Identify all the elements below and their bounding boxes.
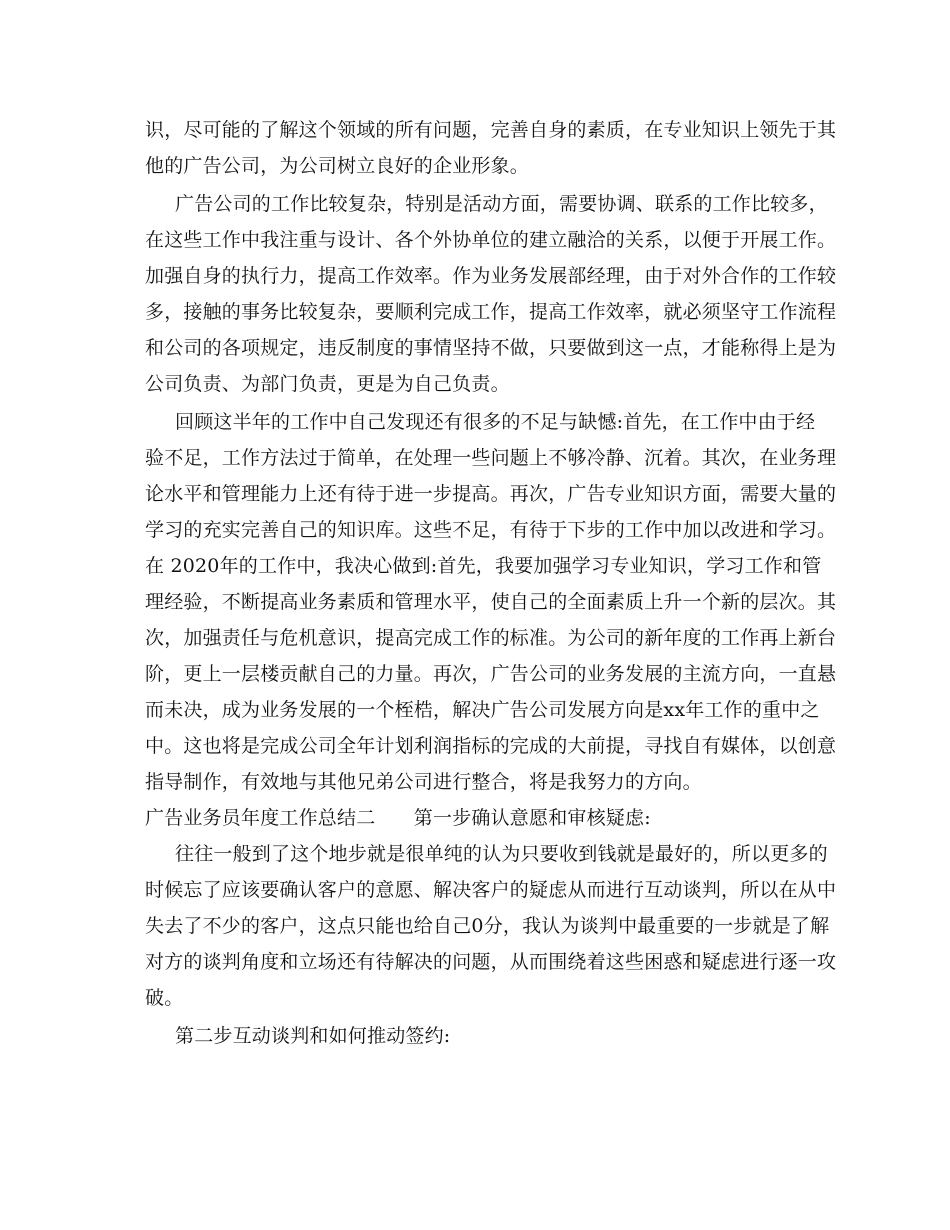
paragraph-3-line-8: 阶，更上一层楼贡献自己的力量。再次，广告公司的业务发展的主流方向，一直悬 [145, 663, 837, 685]
paragraph-2-line-5: 和公司的各项规定，违反制度的事情坚持不做，只要做到这一点，才能称得上是为 [145, 337, 837, 359]
paragraph-4-line-4: 对方的谈判角度和立场还有待解决的问题，从而围绕着这些困惑和疑虑进行逐一攻 [145, 951, 837, 973]
paragraph-3-line-5: 在 2020年的工作中，我决心做到:首先，我要加强学习专业知识，学习工作和管 [145, 555, 822, 577]
paragraph-3-line-2: 验不足，工作方法过于简单，在处理一些问题上不够冷静、沉着。其次，在业务理 [145, 447, 837, 469]
paragraph-2-line-2: 在这些工作中我注重与设计、各个外协单位的建立融洽的关系，以便于开展工作。 [145, 229, 837, 251]
paragraph-3-line-7: 次，加强责任与危机意识，提高完成工作的标准。为公司的新年度的工作再上新台 [145, 627, 837, 649]
paragraph-3-line-4: 学习的充实完善自己的知识库。这些不足，有待于下步的工作中加以改进和学习。 [145, 519, 837, 541]
paragraph-3-line-11: 指导制作，有效地与其他兄弟公司进行整合，将是我努力的方向。 [145, 771, 702, 793]
paragraph-2-line-1: 广告公司的工作比较复杂，特别是活动方面，需要协调、联系的工作比较多， [175, 193, 828, 215]
paragraph-3-line-10: 中。这也将是完成公司全年计划利润指标的完成的大前提，寻找自有媒体，以创意 [145, 735, 837, 757]
paragraph-2-line-3: 加强自身的执行力，提高工作效率。作为业务发展部经理，由于对外合作的工作较 [145, 265, 837, 287]
paragraph-3-line-3: 论水平和管理能力上还有待于进一步提高。再次，广告专业知识方面，需要大量的 [145, 483, 837, 505]
paragraph-1-line-2: 他的广告公司，为公司树立良好的企业形象。 [145, 155, 530, 177]
paragraph-4-line-2: 时候忘了应该要确认客户的意愿、解决客户的疑虑从而进行互动谈判，所以在从中 [145, 879, 837, 901]
paragraph-3-line-9: 而未决，成为业务发展的一个桎梏，解决广告公司发展方向是xx年工作的重中之 [145, 699, 820, 721]
paragraph-4-line-3: 失去了不少的客户，这点只能也给自己0分，我认为谈判中最重要的一步就是了解 [145, 915, 830, 937]
paragraph-1-line-1: 识，尽可能的了解这个领域的所有问题，完善自身的素质，在专业知识上领先于其 [145, 119, 837, 141]
paragraph-3-line-1: 回顾这半年的工作中自己发现还有很多的不足与缺憾:首先，在工作中由于经 [175, 411, 816, 433]
section-heading-line: 广告业务员年度工作总结二 第一步确认意愿和审核疑虑: [145, 807, 651, 829]
paragraph-2-line-4: 多，接触的事务比较复杂，要顺利完成工作，提高工作效率，就必须坚守工作流程 [145, 301, 837, 323]
paragraph-4-line-1: 往往一般到了这个地步就是很单纯的认为只要收到钱就是最好的，所以更多的 [175, 843, 828, 865]
paragraph-5-line-1: 第二步互动谈判和如何推动签约: [175, 1025, 451, 1047]
paragraph-2-line-6: 公司负责、为部门负责，更是为自己负责。 [145, 373, 510, 395]
paragraph-3-line-6: 理经验，不断提高业务素质和管理水平，使自己的全面素质上升一个新的层次。其 [145, 591, 837, 613]
paragraph-4-line-5: 破。 [145, 987, 184, 1009]
